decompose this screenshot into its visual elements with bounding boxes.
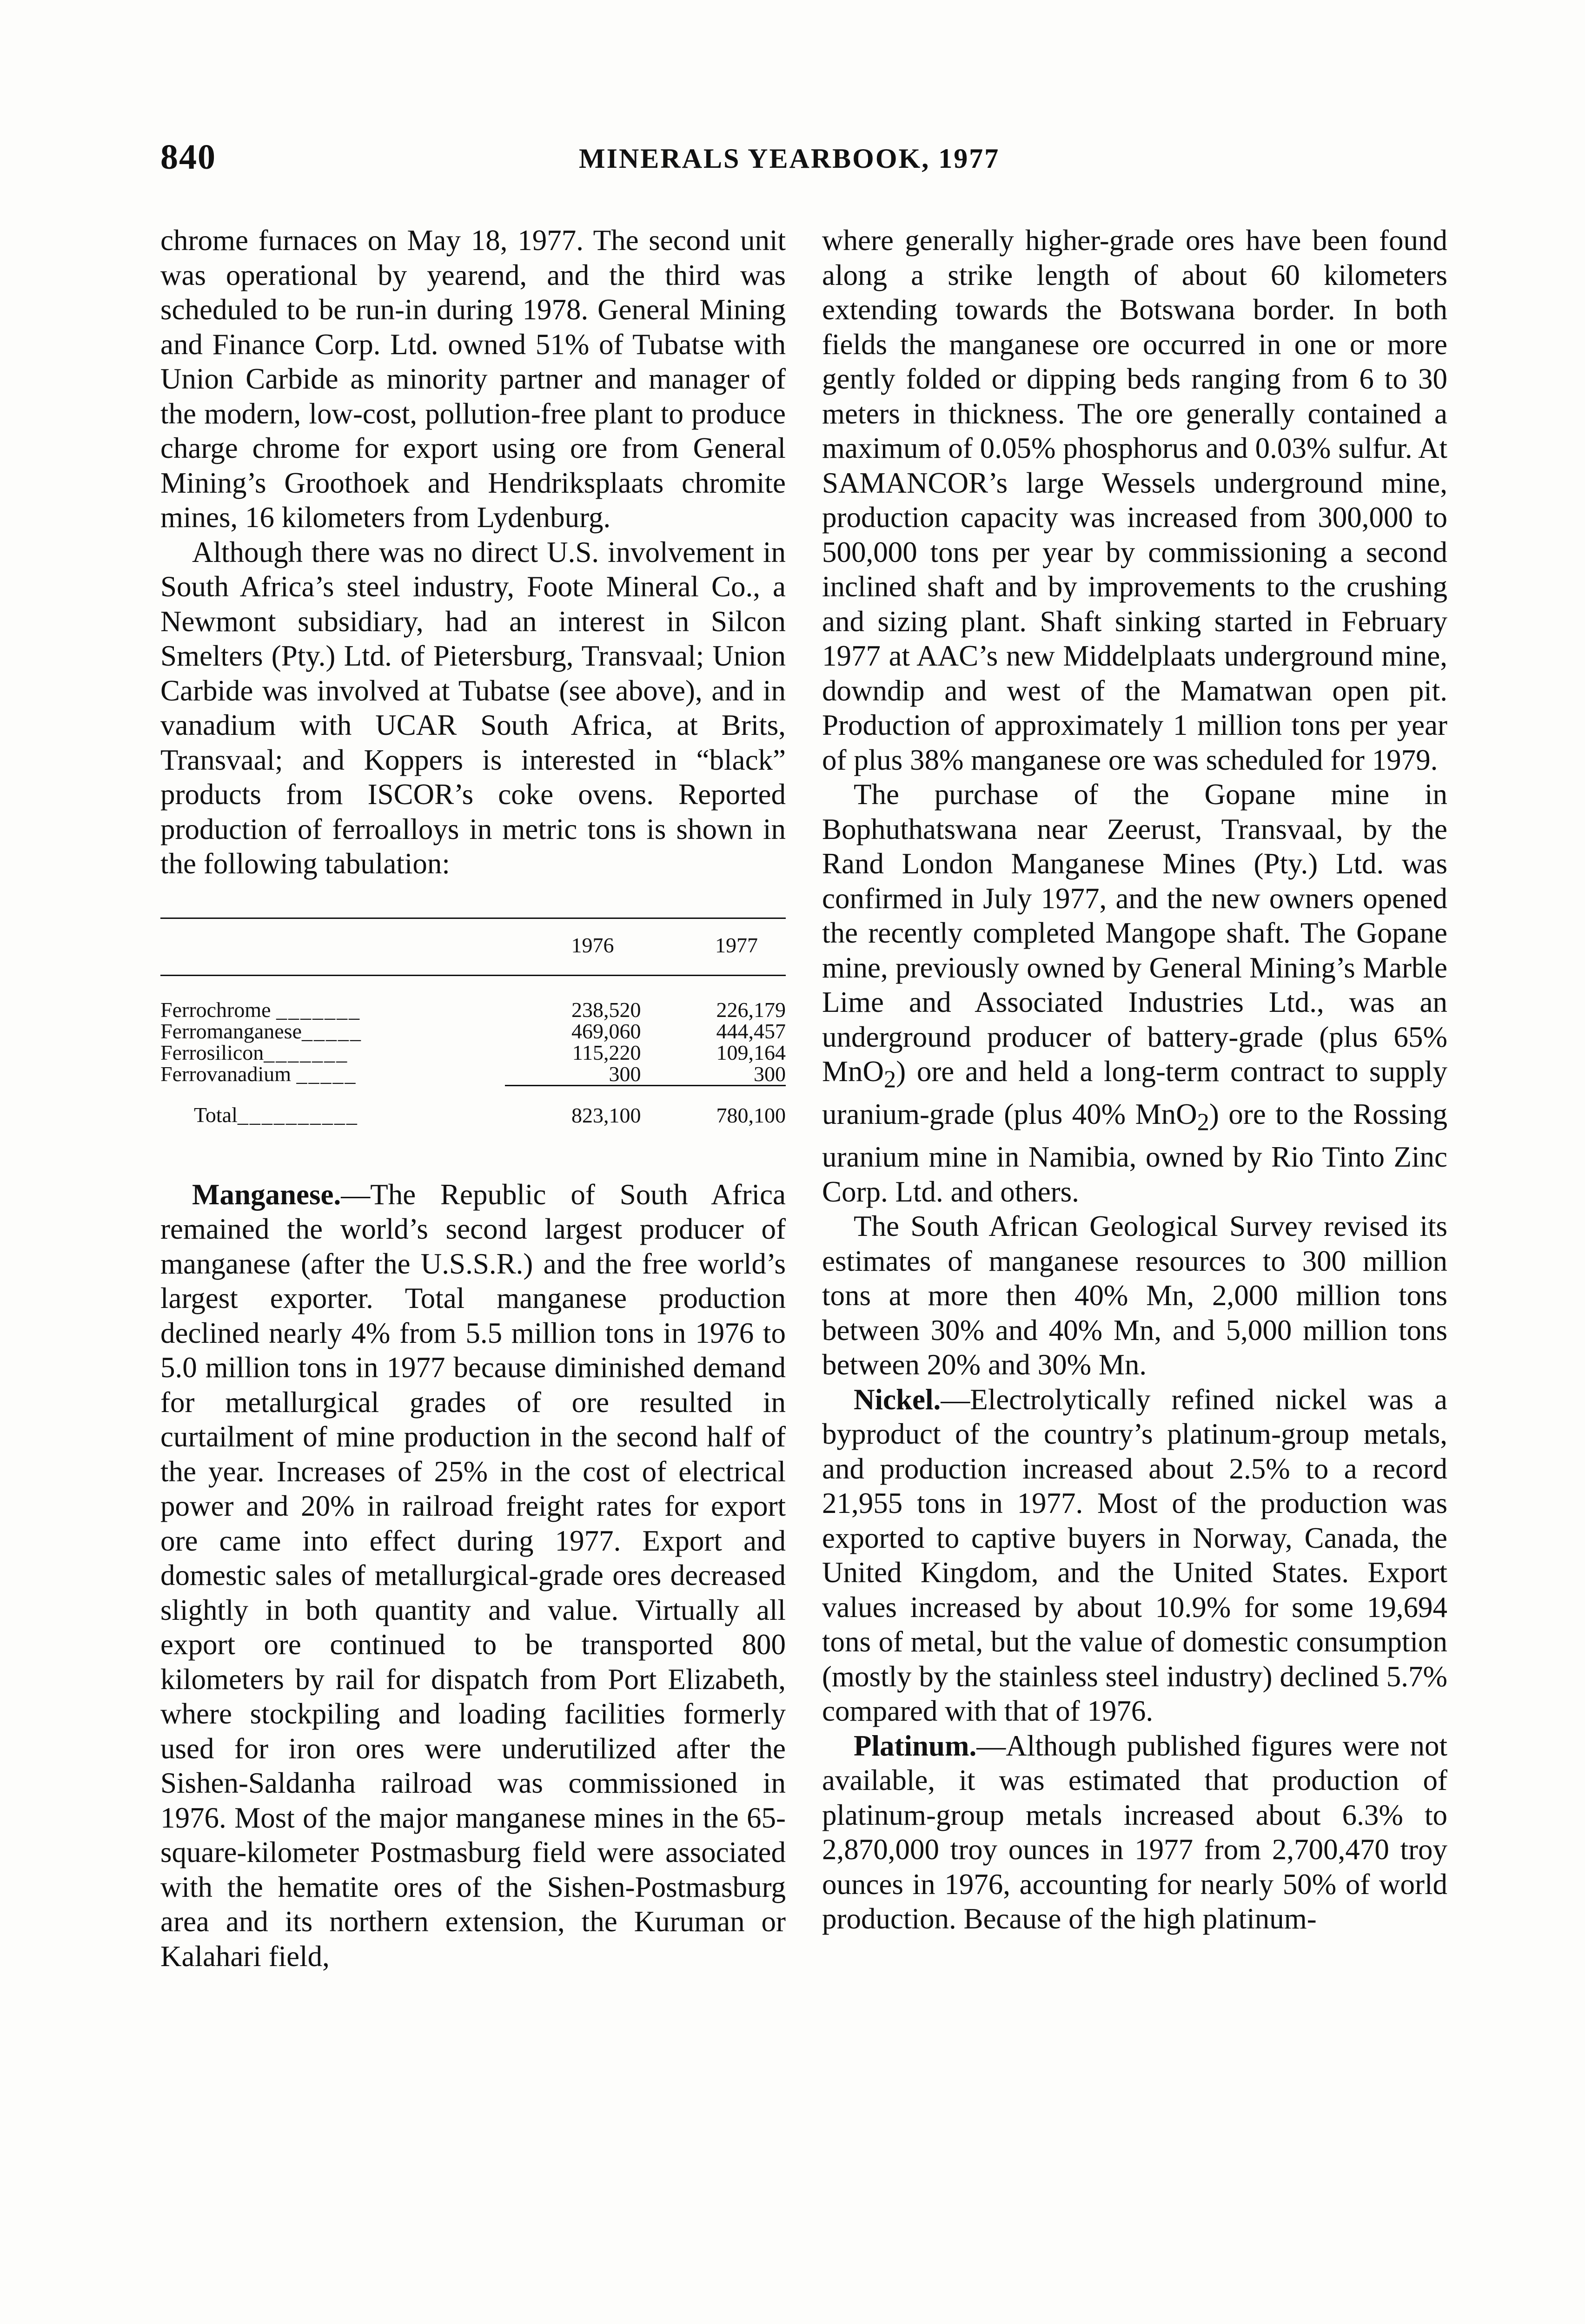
- row-label: Ferromanganese_____: [160, 1019, 362, 1043]
- ferroalloy-table-wrapper: [160, 918, 786, 1126]
- manganese-paragraph: [160, 1177, 786, 1974]
- table-header-row: [160, 918, 786, 975]
- subscript-2: 2: [884, 1066, 896, 1093]
- nickel-text: —Electrolytically refined nickel was a byproduct of the country’s platinum-group metals, and production increased about 2.5% to a record 21,955 tons in 1977. Most of the production was exported to captive buyers in Norway, Canada, the United Kingdom, and the United States. Export values increased by about 10.9% for some 19,694 tons of metal, but the value of domestic consumption (mostly by the stainless steel industry) declined 5.7% compared with that of 1976.: [822, 1383, 1447, 1728]
- platinum-text: —Although published figures were not available, it was estimated that production of platinum-group metals increased about 6.3% to 2,870,000 troy ounces in 1977 from 2,700,470 troy ounces in 1976, accounting for nearly 50% of world production. Because of the high platinum-: [822, 1729, 1447, 1935]
- total-1976: 823,100: [571, 1103, 641, 1127]
- table-row: [160, 1042, 786, 1063]
- running-title: MINERALS YEARBOOK, 1977: [579, 143, 1000, 174]
- cell-1976: 238,520: [571, 997, 641, 1022]
- table-row: [160, 975, 786, 1021]
- total-label: Total__________: [194, 1103, 358, 1127]
- cell-1976: 300: [505, 1063, 665, 1086]
- nickel-paragraph: [822, 1382, 1447, 1729]
- row-label: Ferrosilicon_______: [160, 1040, 349, 1064]
- table-row: [160, 1021, 786, 1042]
- subscript-2: 2: [1197, 1109, 1209, 1136]
- table-total-row: [160, 1085, 786, 1126]
- platinum-paragraph: [822, 1729, 1447, 1936]
- manganese-text: —The Republic of South Africa remained the world’s second largest producer of manganese (after the U.S.S.R.) and the free world’s largest exporter. Total manganese production declined nearly 4% from 5.5 million tons in 1976 to 5.0 million tons in 1977 because diminished demand for metallurgical grades of ore resulted in curtailment of mine production in the second half of the year. Increases of 25% in the cost of electrical power and 20% in railroad freight rates for export ore came into effect during 1977. Export and domestic sales of metallurgical-grade ores decreased slightly in both quantity and value. Virtually all export ore continued to be transported 800 kilometers by rail for dispatch from Port Elizabeth, where stockpiling and loading facilities formerly used for iron ores were underutilized after the Sishen-Saldanha railroad was commissioned in 1976. Most of the major manganese mines in the 65-square-kilometer Postmasburg field were associated with the hematite ores of the Sishen-Postmasburg area and its northern extension, the Kuruman or Kalahari field,: [160, 1178, 786, 1973]
- gopane-paragraph: The purchase of the Gopane mine in Bophuthatswana near Zeerust, Transvaal, by the Rand London Manganese Mines (Pty.) Ltd. was confirmed in July 1977, and the new owners opened the recently completed Mangope shaft. The Gopane mine, previously owned by General Mining’s Marble Lime and Associated Industries Ltd., was an underground producer of battery-grade (plus 65% MnO$_2$) ore and held a long-term contract to supply uranium-grade (plus 40% MnO$_2$) ore to the Rossing uranium mine in Namibia, owned by Rio Tinto Zinc Corp. Ltd. and others.: [822, 778, 1448, 1208]
- manganese-heading: Manganese.: [192, 1178, 341, 1211]
- right-column: [822, 223, 1447, 1936]
- nickel-heading: Nickel.: [854, 1383, 941, 1416]
- steel-industry-paragraph: Although there was no direct U.S. involvement in South Africa’s steel industry, Foote Mineral Co., a Newmont subsidiary, had an interest in Silcon Smelters (Pty.) Ltd. of Pietersburg, Transvaal; Union Carbide was involved at Tubatse (see above), and in vanadium with UCAR South Africa, at Brits, Transvaal; and Koppers is interested in “black” products from ISCOR’s coke ovens. Reported production of ferroalloys in metric tons is shown in the following tabulation:: [160, 535, 786, 880]
- ferroalloy-table: [160, 918, 786, 1126]
- row-label: Ferrochrome _______: [160, 997, 361, 1022]
- platinum-heading: Platinum.: [854, 1729, 977, 1762]
- cell-1976: 469,060: [571, 1019, 641, 1043]
- cell-1977: 226,179: [716, 997, 786, 1022]
- column-header-1976: 1976: [505, 918, 665, 975]
- manganese-continued-paragraph: where generally higher-grade ores have been found along a strike length of about 60 kilometers extending towards the Botswana border. In both fields the manganese ore occurred in one or more gently folded or dipping beds ranging from 6 to 30 meters in thickness. The ore generally contained a maximum of 0.05% phosphorus and 0.03% sulfur. At SAMANCOR’s large Wessels underground mine, production capacity was increased from 300,000 to 500,000 tons per year by commissioning a second inclined shaft and by improvements to the crushing and sizing plant. Shaft sinking started in February 1977 at AAC’s new Middelplaats underground mine, downdip and west of the Mamatwan open pit. Production of approximately 1 million tons per year of plus 38% manganese ore was scheduled for 1979.: [822, 224, 1447, 776]
- geological-survey-paragraph: The South African Geological Survey revised its estimates of manganese resources to 300 million tons at more then 40% Mn, 2,000 million tons between 30% and 40% Mn, and 5,000 million tons between 20% and 30% Mn.: [822, 1210, 1447, 1381]
- cell-1977: 444,457: [716, 1019, 786, 1043]
- table-row: [160, 1063, 786, 1086]
- cell-1976: 115,220: [572, 1040, 641, 1064]
- cell-1977: 109,164: [716, 1040, 786, 1064]
- cell-1977: 300: [665, 1063, 786, 1086]
- left-column: [160, 223, 786, 1974]
- column-header-1977: 1977: [665, 918, 786, 975]
- page-header: [160, 137, 1032, 188]
- page-number: 840: [160, 138, 216, 177]
- chrome-paragraph: chrome furnaces on May 18, 1977. The second unit was operational by yearend, and the third was scheduled to be run-in during 1978. General Mining and Finance Corp. Ltd. owned 51% of Tubatse with Union Carbide as minority partner and manager of the modern, low-cost, pollution-free plant to produce charge chrome for export using ore from General Mining’s Groothoek and Hendriksplaats chromite mines, 16 kilometers from Lydenburg.: [160, 224, 786, 534]
- row-label: Ferrovanadium _____: [160, 1062, 357, 1086]
- total-1977: 780,100: [716, 1103, 786, 1127]
- table-header-stub: [160, 918, 505, 975]
